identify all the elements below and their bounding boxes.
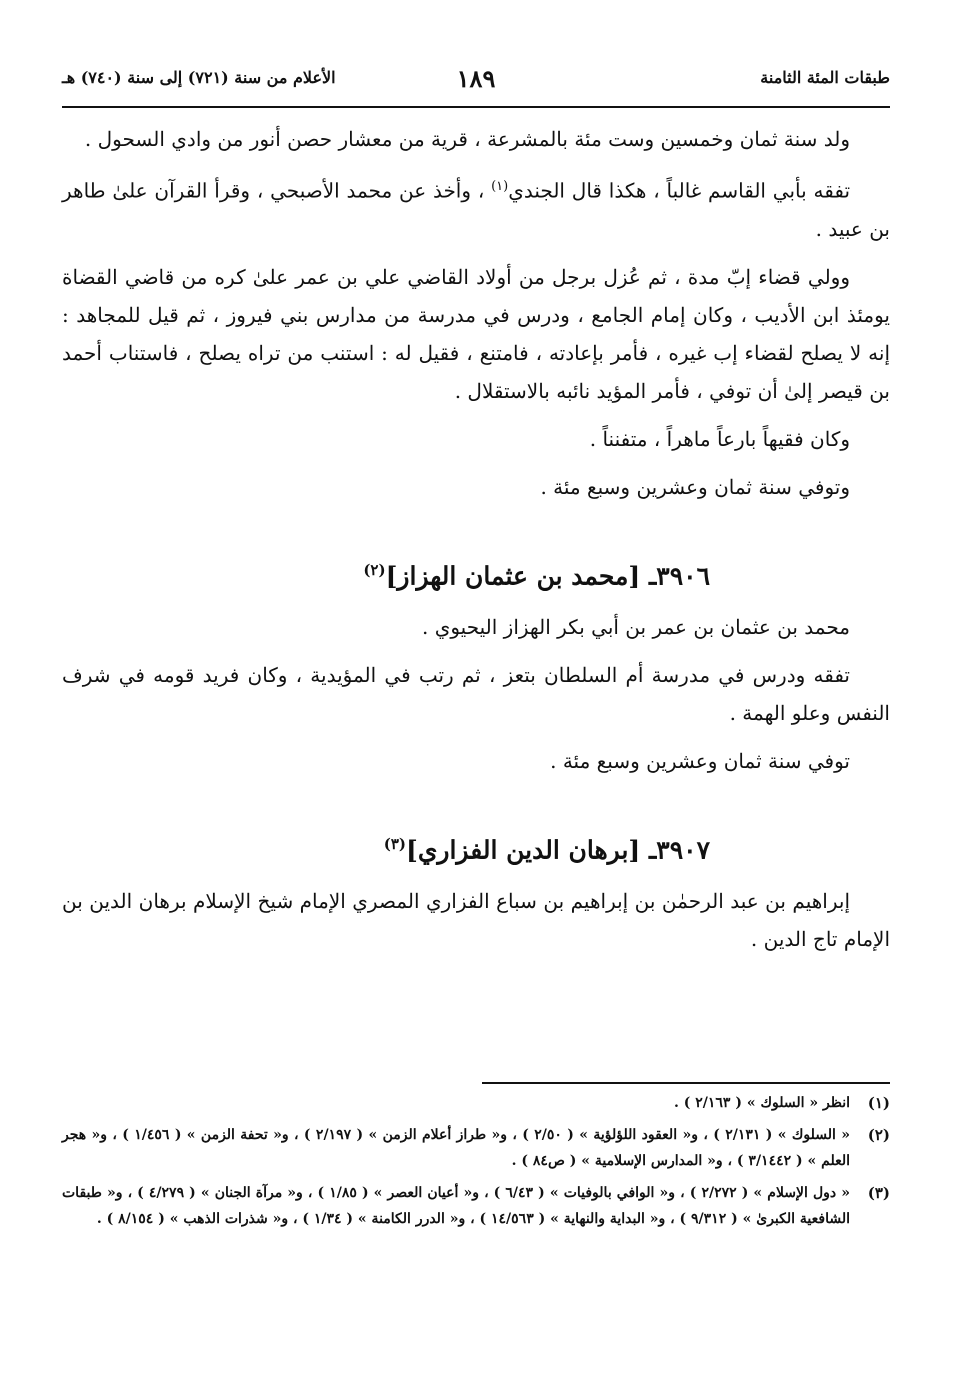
paragraph: إبراهيم بن عبد الرحمٰن بن إبراهيم بن سباع الفزاري المصري الإمام شيخ الإسلام برهان الدين بن الإمام تاج الدين . [62,889,890,952]
footnote-number: (٣) [867,1184,890,1202]
footnote-number: (٢) [867,1126,890,1144]
paragraph: توفي سنة ثمان وعشرين وسبع مئة . [550,748,850,773]
paragraph: وتوفي سنة ثمان وعشرين وسبع مئة . [540,474,850,499]
footnote-text: « السلوك » ( ٢/١٣١ ) ، و« العقود اللؤلؤية » ( ٢/٥٠ ) ، و« طراز أعلام الزمن » ( ٢/١٩٧ ) ، و« تحفة الزمن » ( ١/٤٥٦ ) ، و« هجر العلم » ( ٣/١٤٤٢ ) ، و« المدارس الإسلامية » ( ص٨٤ ) . [62,1127,851,1169]
footnote-text: « دول الإسلام » ( ٢/٢٧٢ ) ، و« الوافي بالوفيات » ( ٦/٤٣ ) ، و« أعيان العصر » ( ١/٨٥ ) ، و« مرآة الجنان » ( ٤/٢٧٩ ) ، و« طبقات الشافعية الكبرىٰ » ( ٩/٣١٢ ) ، و« البداية والنهاية » ( ١٤/٥٦٣ ) ، و« الدرر الكامنة » ( ١/٣٤ ) ، و« شذرات الذهب » ( ٨/١٥٤ ) . [62,1185,850,1227]
volume-range-title: الأعلام من سنة (٧٢١) إلى سنة (٧٤٠) هـ [62,68,336,87]
paragraph-part: تفقه بأبي القاسم غالباً ، هكذا قال الجندي [508,178,851,203]
entry-heading-text: ٣٩٠٧ـ [برهان الدين الفزاري] [406,835,710,865]
footnote [62,1122,890,1174]
footnote-marker: (٢) [363,560,386,579]
paragraph: وولي قضاء إبّ مدة ، ثم عُزل برجل من أولاد القاضي علي بن عمر علىٰ كره من قاضي القضاة يومئذ ابن الأديب ، وكان إمام الجامع ، ودرس في مدرسة من مدارس بني فيروز ، ثم قيل للمجاهد : إنه لا يصلح لقضاء إب غيره ، فأمر بإعادته ، فامتنع ، فقيل له : استنب من تراه يصلح ، فاستناب أحمد بن قيصر إلىٰ أن توفي ، فأمر المؤيد نائبه بالاستقلال . [62,264,890,403]
paragraph: وكان فقيهاً بارعاً ماهراً ، متفنناً . [589,426,850,451]
paragraph: ولد سنة ثمان وخمسين وست مئة بالمشرعة ، قرية من معشار حصن أنور من وادي السحول . [84,127,850,151]
footnote [62,1180,890,1232]
footnote-divider [482,1082,890,1084]
footnotes [62,1082,890,1232]
entry-heading-3907 [62,824,890,870]
footnote-number: (١) [867,1094,890,1112]
footnote-marker: (١) [491,179,509,194]
entry-heading-3906 [62,550,890,596]
running-header [62,62,890,108]
paragraph-part: ، وأخذ عن محمد الأصبحي ، وقرأ القرآن علىٰ طاهر بن عبيد . [62,178,890,241]
paragraph: تفقه ودرس في مدرسة أم السلطان بتعز ، ثم رتب في المؤيدية ، وكان فريد قومه في شرف النفس وعلو الهمة . [62,662,890,725]
entry-heading-text: ٣٩٠٦ـ [محمد بن عثمان الهزاز] [385,560,710,590]
page-number: ١٨٩ [456,64,496,93]
paragraph: محمد بن عثمان بن عمر بن أبي بكر الهزاز اليحيوي . [421,614,850,639]
footnote-marker: (٣) [383,834,406,853]
main-text [62,120,890,968]
footnote [62,1090,890,1116]
paragraph [62,168,890,248]
book-section-title: طبقات المئة الثامنة [760,68,890,87]
footnote-text: انظر « السلوك » ( ٢/١٦٣ ) . [674,1095,850,1111]
